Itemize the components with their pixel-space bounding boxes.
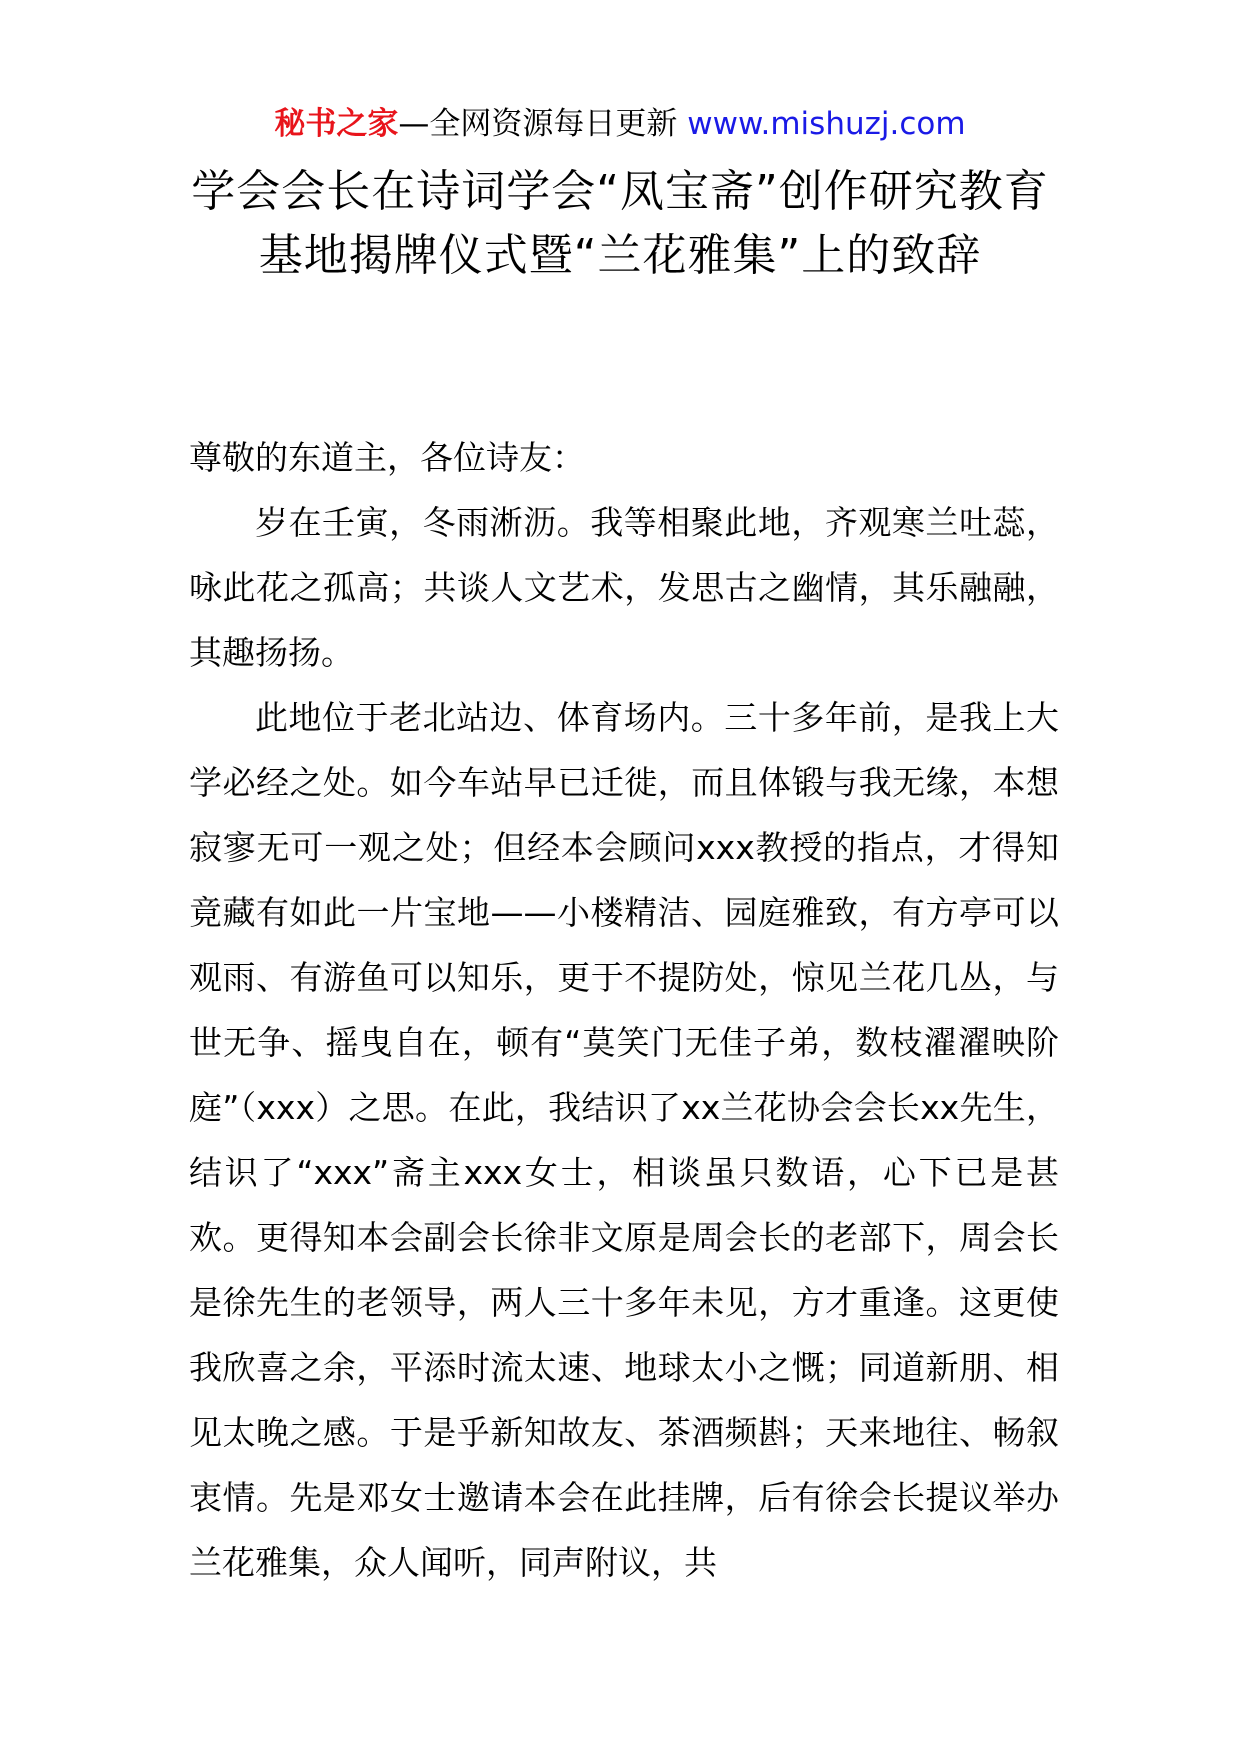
document-title: 学会会长在诗词学会“凤宝斋”创作研究教育基地揭牌仪式暨“兰花雅集”上的致辞: [191, 166, 1049, 281]
page-header: [0, 104, 1240, 144]
salutation: 尊敬的东道主，各位诗友：: [189, 438, 585, 477]
header-slogan: —全网资源每日更新: [398, 106, 688, 142]
brand-name: 秘书之家: [274, 106, 399, 142]
document-body: [189, 425, 1059, 1595]
paragraph: 岁在壬寅，冬雨淅沥。我等相聚此地，齐观寒兰吐蕊，咏此花之孤高；共谈人文艺术，发思古之幽情，其乐融融，其趣扬扬。: [189, 503, 1059, 672]
paragraph: 此地位于老北站边、体育场内。三十多年前，是我上大学必经之处。如今车站早已迁徙，而且体锻与我无缘，本想寂寥无可一观之处；但经本会顾问xxx教授的指点，才得知竟藏有如此一片宝地——小楼精洁、园庭雅致，有方亭可以观雨、有游鱼可以知乐，更于不提防处，惊见兰花几丛，与世无争、摇曳自在，顿有“莫笑门无佳子弟，数枝濯濯映阶庭”（xxx）之思。在此，我结识了xx兰花协会会长xx先生，结识了“xxx”斋主xxx女士，相谈虽只数语，心下已是甚欢。更得知本会副会长徐非文原是周会长的老部下，周会长是徐先生的老领导，两人三十多年未见，方才重逢。这更使我欣喜之余，平添时流太速、地球太小之慨；同道新朋、相见太晚之感。于是乎新知故友、茶酒频斟；天来地往、畅叙衷情。先是邓女士邀请本会在此挂牌，后有徐会长提议举办兰花雅集，众人闻听，同声附议，共: [189, 698, 1059, 1582]
website-link[interactable]: www.mishuzj.com: [687, 106, 966, 142]
